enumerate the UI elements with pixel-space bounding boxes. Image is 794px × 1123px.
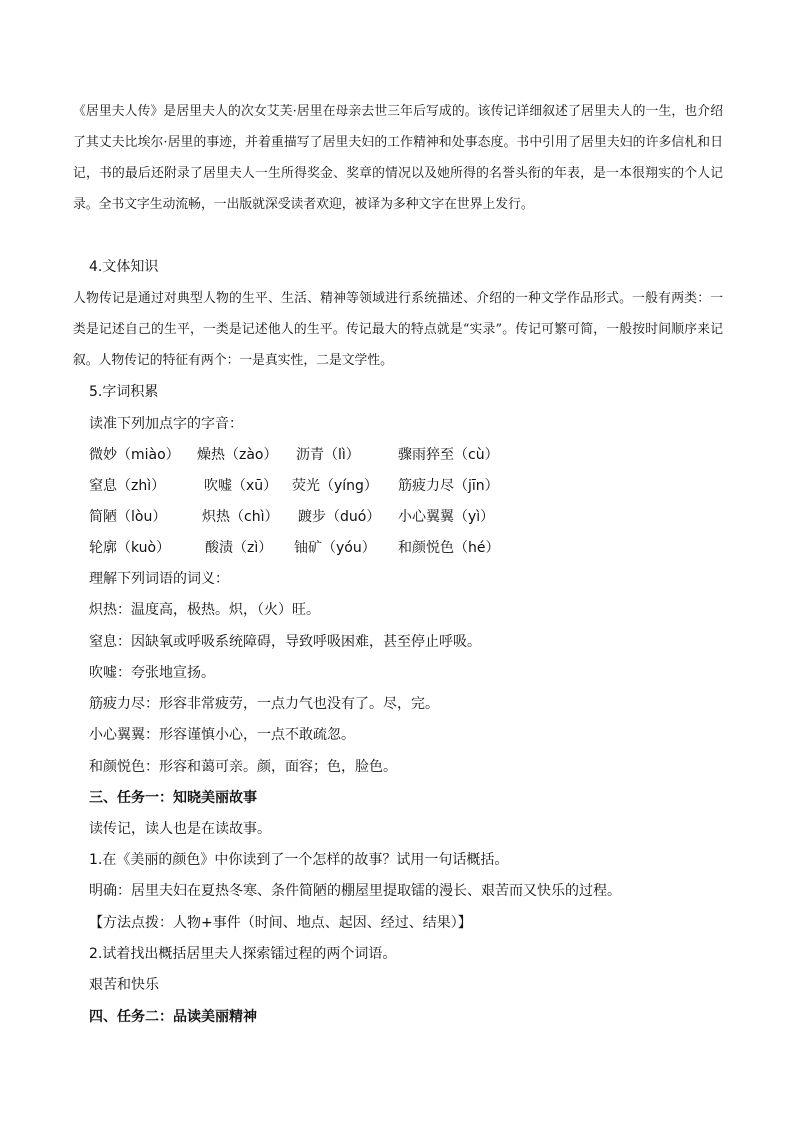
definition-item: 小心翼翼：形容谨慎小心，一点不敢疏忽。	[89, 727, 355, 743]
pronunciation-item: 小心翼翼（yì）	[398, 509, 495, 525]
pronunciation-item: 微妙（miào）	[89, 447, 180, 463]
definition-item: 吹嘘：夸张地宣扬。	[89, 665, 215, 681]
method-tip: 【方法点拨：人物+事件（时间、地点、起因、经过、结果）】	[89, 915, 472, 931]
task2-heading: 四、任务二：品读美丽精神	[89, 1009, 257, 1025]
task1-answer2: 艰苦和快乐	[89, 977, 159, 993]
definition-item: 窒息：因缺氧或呼吸系统障碍，导致呼吸困难，甚至停止呼吸。	[89, 634, 481, 650]
pronunciation-prompt: 读准下列加点字的字音：	[89, 416, 243, 432]
task1-question1: 1.在《美丽的颜色》中你读到了一个怎样的故事？试用一句话概括。	[89, 852, 509, 868]
pronunciation-item: 骤雨猝至（cù）	[398, 447, 499, 463]
section5-title: 5.字词积累	[89, 384, 159, 400]
pronunciation-item: 简陋（lòu）	[89, 509, 167, 525]
pronunciation-item: 窒息（zhì）	[89, 478, 166, 494]
pronunciation-item: 筋疲力尽（jīn）	[398, 478, 499, 494]
task1-heading: 三、任务一：知晓美丽故事	[89, 790, 257, 806]
pronunciation-item: 轮廓（kuò）	[89, 540, 171, 556]
meaning-prompt: 理解下列词语的词义：	[89, 571, 229, 587]
definition-item: 筋疲力尽：形容非常疲劳，一点力气也没有了。尽，完。	[89, 696, 439, 712]
pronunciation-item: 荧光（yíng）	[292, 478, 378, 494]
pronunciation-item: 沥青（lì）	[296, 447, 360, 463]
section4-title: 4.文体知识	[89, 259, 159, 275]
pronunciation-item: 吹嘘（xū）	[204, 478, 278, 494]
pronunciation-item: 酸渍（zì）	[205, 540, 273, 556]
definition-item: 和颜悦色：形容和蔼可亲。颜，面容；色，脸色。	[89, 759, 397, 775]
pronunciation-item: 和颜悦色（hé）	[398, 540, 500, 556]
pronunciation-item: 踱步（duó）	[298, 509, 381, 525]
pronunciation-item: 炽热（chì）	[202, 509, 279, 525]
task1-answer1: 明确：居里夫妇在夏热冬寒、条件简陋的棚屋里提取镭的漫长、艰苦而又快乐的过程。	[89, 883, 621, 899]
definition-item: 炽热：温度高，极热。炽，（火）旺。	[89, 602, 320, 618]
pronunciation-item: 燥热（zào）	[197, 447, 278, 463]
task1-intro: 读传记，读人也是在读故事。	[89, 821, 271, 837]
pronunciation-item: 铀矿（yóu）	[294, 540, 376, 556]
intro-paragraph: 《居里夫人传》是居里夫人的次女艾芙·居里在母亲去世三年后写成的。该传记详细叙述了居里夫人的一生，也介绍了其丈夫比埃尔·居里的事迹，并着重描写了居里夫妇的工作精神和处事态度。书中引用了居里夫妇的许多信札和日记，书的最后还附录了居里夫人一生所得奖金、奖章的情况以及她所得的名誉头衔的年表，是一本很翔实的个人记录。全书文字生动流畅，一出版就深受读者欢迎，被译为多种文字在世界上发行。	[73, 104, 723, 212]
task1-question2: 2.试着找出概括居里夫人探索镭过程的两个词语。	[89, 946, 397, 962]
section4-paragraph: 人物传记是通过对典型人物的生平、生活、精神等领域进行系统描述、介绍的一种文学作品形式。一般有两类：一类是记述自己的生平，一类是记述他人的生平。传记最大的特点就是“实录”。传记可繁可简，一般按时间顺序来记叙。人物传记的特征有两个：一是真实性，二是文学性。	[73, 291, 723, 368]
